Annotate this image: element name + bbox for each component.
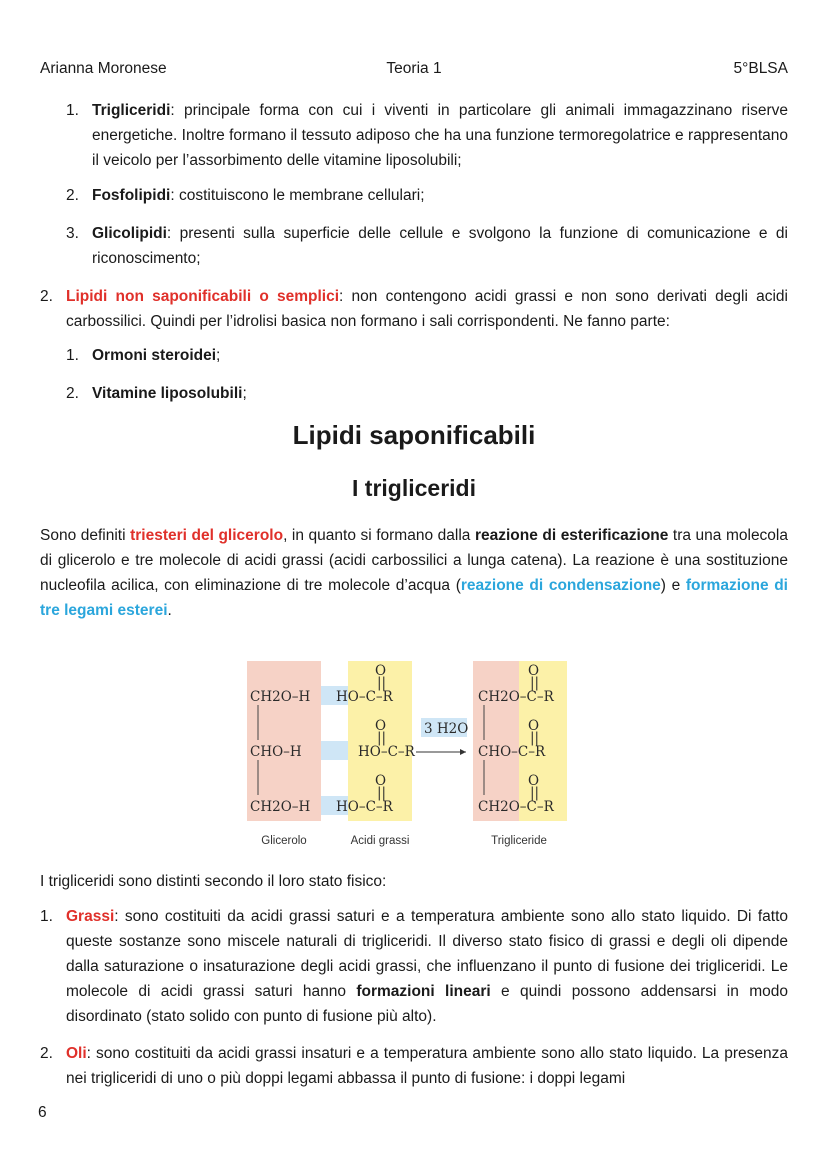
product-oxygen-2: O	[528, 718, 540, 734]
label-glicerolo: Glicerolo	[261, 835, 307, 847]
list-number: 1.	[40, 908, 53, 925]
glycerol-line-1: CH2O–H	[250, 689, 311, 705]
product-line-2: CHO–C–R	[478, 744, 546, 760]
acid-oxygen-2: O	[375, 718, 387, 734]
svg-text:||: ||	[377, 675, 387, 691]
list-number: 2.	[66, 187, 79, 204]
acid-oxygen-1: O	[375, 663, 387, 679]
list-number: 1.	[66, 347, 79, 364]
list-number: 2.	[40, 1045, 53, 1062]
water-highlight-2	[321, 741, 348, 760]
list-item-glicolipidi: Glicolipidi: presenti sulla superficie delle cellule e svolgono la funzione di comunicazione e di riconoscimento;	[92, 225, 788, 267]
header-class: 5°BLSA	[733, 60, 788, 77]
acid-oxygen-3: O	[375, 773, 387, 789]
subsection-title: I trigliceridi	[352, 475, 476, 501]
list-item-grassi: Grassi: sono costituiti da acidi grassi saturi e a temperatura ambiente sono allo stato liquido. Di fatto queste sostanze sono miscele naturali di trigliceridi. Il diverso stato fisico di grassi e degli oli dipende dalla saturazione o insaturazione degli acidi grassi, che influenzano il punto di fusione dei trigliceridi. Le molecole di acidi grassi saturi hanno formazioni lineari e quindi possono addensarsi in modo disordinato (stato solido con punto di fusione più alto).	[66, 908, 788, 1025]
list-item-ormoni: Ormoni steroidei;	[92, 347, 221, 364]
list-number: 1.	[66, 102, 79, 119]
product-oxygen-3: O	[528, 773, 540, 789]
section-title: Lipidi saponificabili	[292, 420, 536, 450]
acid-line-1: HO–C–R	[336, 689, 393, 705]
list-item-vitamine: Vitamine liposolubili;	[92, 385, 247, 402]
list-number: 3.	[66, 225, 79, 242]
svg-text:||: ||	[530, 730, 540, 746]
product-line-3: CH2O–C–R	[478, 799, 554, 815]
list-item-oli: Oli: sono costituiti da acidi grassi insaturi e a temperatura ambiente sono allo stato liquido. La presenza nei trigliceridi di uno o più doppi legami abbassa il punto di fusione: i doppi legami	[66, 1045, 788, 1087]
esterification-diagram	[240, 655, 580, 855]
svg-text:||: ||	[530, 785, 540, 801]
label-trigliceride: Trigliceride	[491, 835, 547, 847]
list-number: 2.	[66, 385, 79, 402]
svg-text:||: ||	[377, 730, 387, 746]
svg-text:||: ||	[377, 785, 387, 801]
list-item-lipidi-non-saponificabili: Lipidi non saponificabili o semplici: non contengono acidi grassi e non sono derivati degli acidi carbossilici. Quindi per l’idrolisi basica non formano i sali corrispondenti. Ne fanno parte:	[66, 288, 788, 330]
reagent-label: 3 H2O	[424, 721, 469, 737]
glycerol-highlight	[247, 661, 321, 821]
glycerol-line-2: CHO–H	[250, 744, 302, 760]
label-acidi-grassi: Acidi grassi	[350, 835, 410, 847]
list-item-fosfolipidi: Fosfolipidi: costituiscono le membrane cellulari;	[92, 187, 425, 204]
product-oxygen-1: O	[528, 663, 540, 679]
glycerol-line-3: CH2O–H	[250, 799, 311, 815]
product-glycerol-highlight	[473, 661, 519, 821]
intro-paragraph: Sono definiti triesteri del glicerolo, in quanto si formano dalla reazione di esterificazione tra una molecola di glicerolo e tre molecole di acidi grassi (acidi carbossilici a lunga catena). La reazione è una sostituzione nucleofila acilica, con eliminazione di tre molecole d’acqua (reazione di condensazione) e formazione di tre legami esterei.	[40, 527, 788, 619]
svg-text:||: ||	[530, 675, 540, 691]
product-line-1: CH2O–C–R	[478, 689, 554, 705]
acid-line-2: HO–C–R	[358, 744, 415, 760]
list-item-trigliceridi: Trigliceridi: principale forma con cui i viventi in particolare gli animali immagazzinano riserve energetiche. Inoltre formano il tessuto adiposo che ha una funzione termoregolatrice e rappresentano il veicolo per l’assorbimento delle vitamine liposolubili;	[92, 102, 788, 169]
header-author: Arianna Moronese	[40, 60, 167, 77]
page-number: 6	[38, 1104, 47, 1121]
header-title: Teoria 1	[386, 60, 442, 77]
acid-line-3: HO–C–R	[336, 799, 393, 815]
states-intro: I trigliceridi sono distinti secondo il loro stato fisico:	[40, 873, 387, 890]
list-number: 2.	[40, 288, 53, 305]
product-acid-highlight	[519, 661, 567, 821]
